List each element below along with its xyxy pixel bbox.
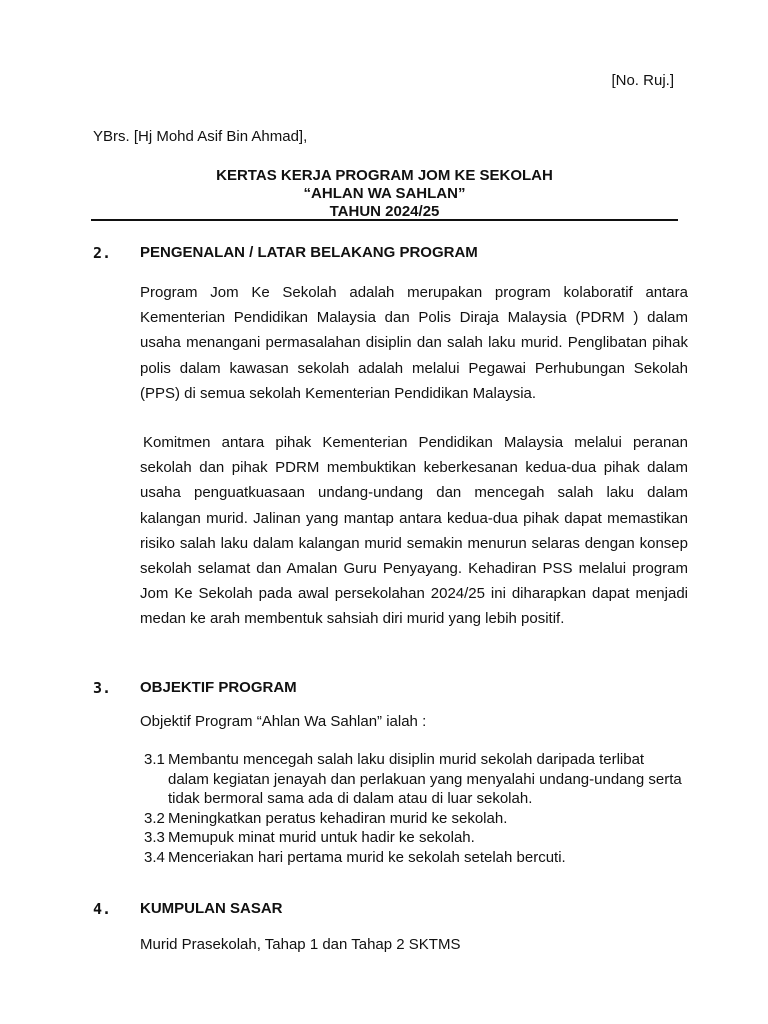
reference-number: [No. Ruj.]: [611, 72, 674, 89]
list-item: [144, 848, 684, 868]
title-divider: [91, 219, 678, 221]
section-number: 3.: [93, 679, 112, 697]
document-title: [93, 167, 676, 221]
list-item-text: Meningkatkan peratus kehadiran murid ke sekolah.: [168, 809, 508, 827]
list-item: [144, 828, 684, 848]
section-heading: KUMPULAN SASAR: [140, 900, 283, 917]
list-item: [144, 750, 684, 809]
list-item-number: 3.1: [144, 751, 165, 768]
list-item-text: Membantu mencegah salah laku disiplin murid sekolah daripada terlibat dalam kegiatan jenayah dan perlakuan yang menyalahi undang-undang serta tidak bermoral sama ada di dalam atau di luar sekolah.: [168, 751, 682, 807]
objective-intro: Objektif Program “Ahlan Wa Sahlan” ialah :: [140, 713, 427, 730]
list-item-number: 3.4: [144, 848, 165, 866]
list-item: [144, 809, 684, 829]
target-group-text: Murid Prasekolah, Tahap 1 dan Tahap 2 SKTMS: [140, 936, 461, 953]
title-line-2: “AHLAN WA SAHLAN”: [303, 185, 466, 202]
list-item-text: Memupuk minat murid untuk hadir ke sekolah.: [168, 829, 475, 846]
section-heading: PENGENALAN / LATAR BELAKANG PROGRAM: [140, 244, 478, 261]
section-heading: OBJEKTIF PROGRAM: [140, 679, 297, 696]
objective-list: [144, 750, 684, 867]
paragraph: Komitmen antara pihak Kementerian Pendidikan Malaysia melalui peranan sekolah dan pihak PDRM membuktikan keberkesanan kedua-dua pihak dalam usaha penguatkuasaan undang-undang dan mencegah salah laku dalam kalangan murid. Jalinan yang mantap antara kedua-dua pihak dapat memastikan risiko salah laku dalam kalangan murid semakin menurun selaras dengan konsep sekolah selamat dan Amalan Guru Penyayang. Kehadiran PSS melalui program Jom Ke Sekolah pada awal persekolahan 2024/25 ini diharapkan dapat menjadi medan ke arah membentuk sahsiah diri murid yang lebih positif.: [140, 434, 688, 628]
list-item-number: 3.2: [144, 809, 165, 827]
recipient-line: YBrs. [Hj Mohd Asif Bin Ahmad],: [93, 128, 308, 145]
title-line-1: KERTAS KERJA PROGRAM JOM KE SEKOLAH: [216, 167, 553, 184]
title-line-3: TAHUN 2024/25: [329, 203, 440, 220]
list-item-text: Menceriakan hari pertama murid ke sekolah setelah bercuti.: [168, 848, 566, 866]
section-number: 4.: [93, 900, 112, 918]
paragraph: Program Jom Ke Sekolah adalah merupakan program kolaboratif antara Kementerian Pendidikan Malaysia dan Polis Diraja Malaysia (PDRM ) dalam usaha menangani permasalahan disiplin dan salah laku murid. Penglibatan pihak polis dalam kawasan sekolah adalah melalui Pegawai Perhubungan Sekolah (PPS) di semua sekolah Kementerian Pendidikan Malaysia.: [140, 284, 688, 402]
section-number: 2.: [93, 244, 112, 262]
list-item-number: 3.3: [144, 829, 165, 846]
